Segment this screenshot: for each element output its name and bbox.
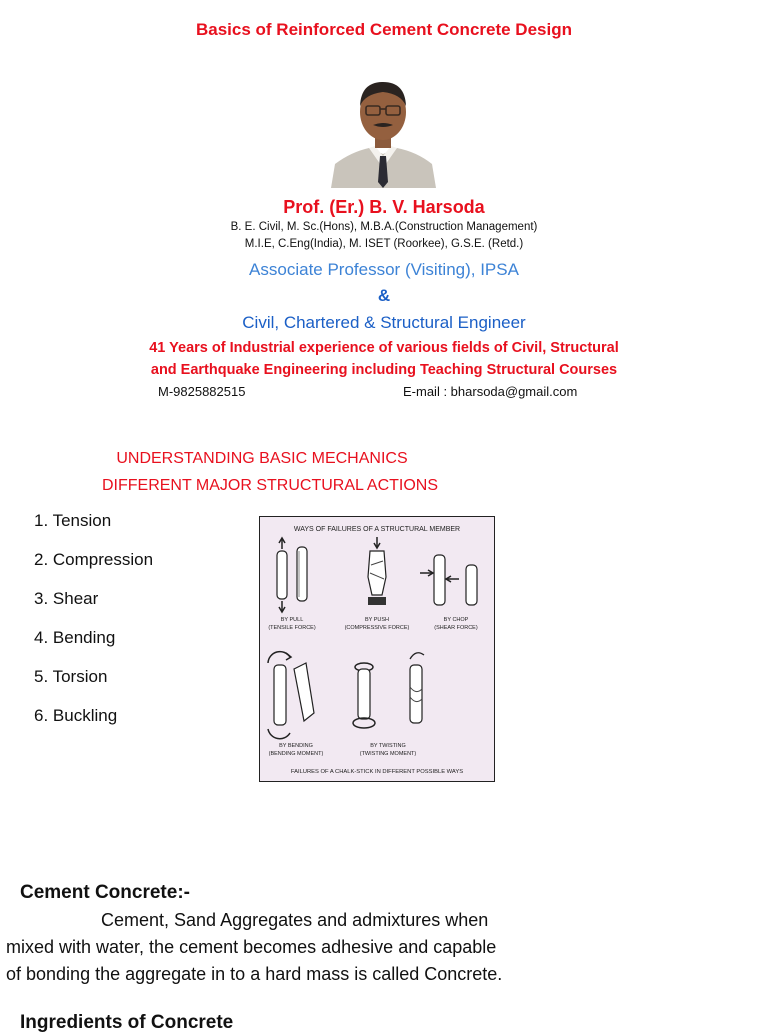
ingredients-heading-partial: Ingredients of Concrete [20, 1012, 234, 1033]
pull-label: BY PULL [280, 617, 304, 623]
section-heading-mechanics: UNDERSTANDING BASIC MECHANICS [116, 450, 408, 467]
figure-title: WAYS OF FAILURES OF A STRUCTURAL MEMBER [293, 526, 461, 533]
experience-line-2: and Earthquake Engineering including Teaching Structural Courses [150, 362, 618, 378]
tension-sketch [277, 538, 307, 612]
twist-sublabel: (TWISTING MOMENT) [359, 751, 417, 757]
action-item-buckling: 6. Buckling [34, 706, 118, 725]
experience-line-1: 41 Years of Industrial experience of various fields of Civil, Structural [149, 340, 619, 356]
author-profession: Civil, Chartered & Structural Engineer [242, 313, 526, 332]
push-label: BY PUSH [364, 617, 390, 623]
figure-caption: FAILURES OF A CHALK-STICK IN DIFFERENT POSSIBLE WAYS [290, 769, 464, 775]
ampersand: & [377, 286, 391, 305]
document-title: Basics of Reinforced Cement Concrete Design [196, 20, 572, 39]
qualifications-line-2: M.I.E, C.Eng(India), M. ISET (Roorkee), G.S.E. (Retd.) [244, 238, 524, 250]
email-address: E-mail : bharsoda@gmail.com [403, 384, 578, 399]
torsion-sketch [353, 653, 424, 728]
compression-sketch [368, 537, 386, 605]
concrete-definition-line-2: mixed with water, the cement becomes adhesive and capable [6, 937, 497, 957]
bending-sketch [268, 652, 314, 739]
chop-sublabel: (SHEAR FORCE) [434, 625, 478, 631]
action-item-shear: 3. Shear [34, 589, 99, 608]
action-item-torsion: 5. Torsion [34, 667, 108, 686]
author-role: Associate Professor (Visiting), IPSA [249, 260, 519, 279]
qualifications-line-1: B. E. Civil, M. Sc.(Hons), M.B.A.(Construction Management) [230, 221, 538, 233]
bend-label: BY BENDING [279, 743, 313, 749]
pull-sublabel: (TENSILE FORCE) [268, 625, 316, 631]
push-sublabel: (COMPRESSIVE FORCE) [344, 625, 410, 631]
mobile-number: M-9825882515 [158, 384, 246, 399]
action-item-tension: 1. Tension [34, 511, 112, 530]
author-photo [331, 72, 436, 188]
section-heading-actions: DIFFERENT MAJOR STRUCTURAL ACTIONS [101, 477, 439, 494]
twist-label: BY TWISTING [370, 743, 406, 749]
failure-modes-figure [259, 516, 495, 782]
author-name: Prof. (Er.) B. V. Harsoda [283, 197, 485, 217]
chop-label: BY CHOP [443, 617, 469, 623]
shear-sketch [420, 555, 477, 605]
bend-sublabel: (BENDING MOMENT) [268, 751, 324, 757]
action-item-compression: 2. Compression [34, 550, 154, 569]
action-item-bending: 4. Bending [34, 628, 116, 647]
concrete-definition-line-1: Cement, Sand Aggregates and admixtures when [101, 910, 489, 930]
concrete-definition-line-3: of bonding the aggregate in to a hard mass is called Concrete. [6, 964, 503, 984]
concrete-heading: Cement Concrete:- [20, 882, 190, 903]
